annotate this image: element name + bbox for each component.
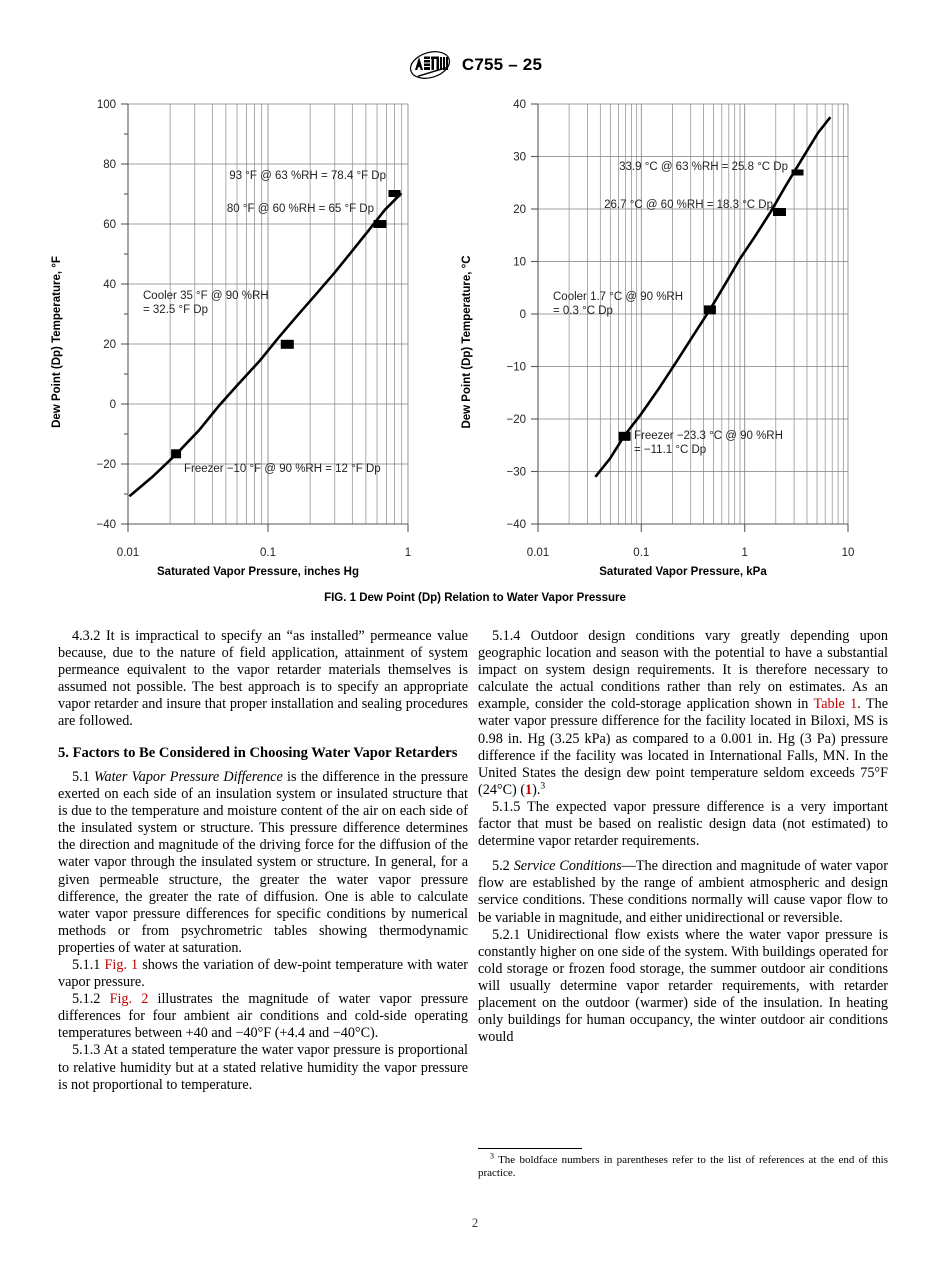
annotation-93f: 93 °F @ 63 %RH = 78.4 °F Dp bbox=[229, 170, 386, 182]
annotation-freezer-line2: = −11.1 °C Dp bbox=[634, 444, 707, 456]
y-tick-label: 80 bbox=[103, 159, 116, 171]
y-tick-label: −40 bbox=[96, 519, 116, 531]
paragraph-body: 5.1.4 Outdoor design conditions vary greatly depending upon geographic location and season with the potential to have a substantial impact on system design requirements. It is therefore necessary to calculate the actual conditions rather than rely on estimates. As an example, consider the cold-storage application shown in bbox=[478, 628, 888, 713]
x-axis-title-kpa: Saturated Vapor Pressure, kPa bbox=[599, 566, 767, 578]
reference-1[interactable]: 1 bbox=[525, 781, 533, 798]
y-tick-label: 20 bbox=[513, 204, 526, 216]
chart-svg-kpa bbox=[448, 92, 908, 562]
paragraph-number: 5.1.1 bbox=[72, 957, 105, 973]
link-fig-1[interactable]: Fig. 1 bbox=[104, 957, 139, 973]
paragraph-5-1 bbox=[58, 769, 468, 957]
x-tick-label: 0.01 bbox=[526, 547, 550, 559]
chart-svg-inhg bbox=[38, 92, 498, 562]
paragraph-body: shows the variation of dew-point temperature with water vapor pressure. bbox=[58, 957, 468, 991]
figure-charts bbox=[0, 92, 950, 587]
y-tick-label: −20 bbox=[96, 459, 116, 471]
y-tick-label: 40 bbox=[513, 99, 526, 111]
paragraph-5-1-4 bbox=[478, 628, 888, 799]
paragraph-5-1-2 bbox=[58, 991, 468, 1042]
y-tick-label: 20 bbox=[103, 339, 116, 351]
y-tick-label: 0 bbox=[109, 399, 116, 411]
y-tick-label: 60 bbox=[103, 219, 116, 231]
body-columns bbox=[0, 628, 950, 1218]
paragraph-5-1-5: 5.1.5 The expected vapor pressure difference is a very important factor that must be based on realistic design data (not estimated) to determine vapor retarder requirements. bbox=[478, 798, 888, 850]
term-water-vapor-pressure-difference: Water Vapor Pressure Difference bbox=[94, 768, 283, 785]
y-tick-label: 30 bbox=[513, 151, 526, 164]
chart-dew-point-inhg bbox=[38, 92, 498, 587]
data-point-marker bbox=[389, 190, 401, 197]
y-tick-label: −20 bbox=[506, 414, 526, 426]
y-tick-label: 100 bbox=[96, 99, 116, 111]
x-tick-label: 0.1 bbox=[260, 547, 276, 559]
annotation-33c: 33.9 °C @ 63 %RH = 25.8 °C Dp bbox=[619, 161, 788, 173]
paragraph-number: 5.2 bbox=[492, 858, 514, 875]
paragraph-number: 5.1 bbox=[72, 768, 94, 785]
paragraph-body-2: . The water vapor pressure difference for the facility located in Biloxi, MS is 0.98 in. Hg (3.25 kPa) as compared to a 0.001 in. Hg (3 Pa) pressure difference if the facility was located in International Falls, MN. In the United States the design dew point temperature seldom exceeds 75°F (24°C) ( bbox=[478, 696, 888, 798]
annotation-80f: 80 °F @ 60 %RH = 65 °F Dp bbox=[226, 203, 374, 215]
data-point-marker bbox=[704, 305, 716, 314]
paragraph-body: —The direction and magnitude of water vapor flow are established by the range of ambient atmospheric and design service conditions. These conditions normally will cause vapor flow to be variable in magnitude, and either unidirectional or reversible. bbox=[478, 858, 888, 926]
footnote-3 bbox=[478, 1151, 888, 1181]
footnote-section bbox=[478, 1148, 888, 1181]
data-point-marker bbox=[171, 449, 181, 458]
x-tick-label: 10 bbox=[841, 547, 855, 559]
annotation-cooler-line1: Cooler 35 °F @ 90 %RH bbox=[143, 290, 269, 302]
y-tick-label: 10 bbox=[513, 256, 526, 269]
paragraph-body: illustrates the magnitude of water vapor pressure differences for four ambient air conditions and cold-side operating temperatures between +40 and −40°F (+4.4 and −40°C). bbox=[58, 991, 468, 1042]
paragraph-5-1-1 bbox=[58, 957, 468, 991]
y-tick-label: −40 bbox=[506, 519, 526, 531]
x-tick-label: 1 bbox=[741, 547, 748, 559]
y-tick-label: 40 bbox=[103, 279, 116, 291]
footnote-text: The boldface numbers in parentheses refer to the list of references at the end of this practice. bbox=[478, 1154, 888, 1180]
y-axis-title: Dew Point (Dp) Temperature, °F bbox=[51, 256, 63, 428]
right-column bbox=[478, 628, 888, 1046]
document-identifier: C755 – 25 bbox=[461, 55, 543, 74]
figure-caption: FIG. 1 Dew Point (Dp) Relation to Water Vapor Pressure bbox=[324, 592, 626, 604]
footnote-rule bbox=[478, 1148, 582, 1149]
plot-area-inhg bbox=[121, 104, 408, 532]
data-point-marker bbox=[281, 340, 294, 349]
annotation-freezer: Freezer −10 °F @ 90 %RH = 12 °F Dp bbox=[184, 463, 381, 475]
data-point-marker bbox=[374, 220, 387, 228]
y-tick-label: −10 bbox=[506, 361, 526, 374]
link-table-1[interactable]: Table 1 bbox=[813, 696, 858, 713]
annotation-cooler-line1: Cooler 1.7 °C @ 90 %RH bbox=[553, 291, 684, 303]
data-point-marker bbox=[619, 432, 631, 441]
annotation-cooler-line2: = 32.5 °F Dp bbox=[143, 304, 209, 316]
page-number: 2 bbox=[471, 1216, 479, 1230]
footnote-marker[interactable]: 3 bbox=[540, 780, 546, 792]
figure-1 bbox=[0, 92, 950, 617]
x-tick-label: 0.1 bbox=[633, 547, 650, 559]
y-axis-title: Dew Point (Dp) Temperature, °C bbox=[461, 255, 473, 429]
annotation-freezer-line1: Freezer −23.3 °C @ 90 %RH bbox=[634, 430, 783, 442]
plot-area-kpa bbox=[531, 104, 848, 532]
data-point-marker bbox=[773, 208, 786, 216]
x-tick-label: 0.01 bbox=[116, 547, 140, 559]
annotation-cooler-line2: = 0.3 °C Dp bbox=[553, 305, 613, 317]
section-5-heading: 5. Factors to Be Considered in Choosing Water Vapor Retarders bbox=[58, 744, 458, 761]
paragraph-5-1-3: 5.1.3 At a stated temperature the water vapor pressure is proportional to relative humidity but at a stated relative humidity the vapor pressure is not proportional to temperature. bbox=[58, 1042, 468, 1093]
paragraph-number: 5.1.2 bbox=[72, 991, 110, 1008]
page-header bbox=[0, 50, 950, 80]
data-point-marker bbox=[792, 170, 804, 176]
paragraph-body: is the difference in the pressure exerted on each side of an insulation system or insulated structure that is due to the temperature and moisture content of the air on each side of the insulated system or structure. This pressure difference determines the direction and magnitude of the driving force for the diffusion of the water vapor through the insulated system or structure. In general, for a given permeable structure, the greater the water vapor pressure difference, the greater the rate of diffusion. One is able to calculate water vapor pressure differences for specific conditions by numerical methods or from psychrometric tables showing thermodynamic properties of water at saturation. bbox=[58, 768, 469, 956]
term-service-conditions: Service Conditions bbox=[513, 858, 622, 875]
x-tick-label: 1 bbox=[404, 547, 412, 559]
paragraph-body-3: ). bbox=[532, 781, 541, 798]
paragraph-5-2 bbox=[478, 858, 888, 926]
y-tick-label: 0 bbox=[519, 309, 526, 321]
paragraph-5-2-1: 5.2.1 Unidirectional flow exists where the water vapor pressure is constantly higher on one side of the system. With buildings operated for cold storage or frozen food storage, the summer outdoor air conditions will usually determine vapor retarder requirements, with retarder placement on the outdoor (warmer) side of the insulation. In heating only buildings for human occupancy, the winter outdoor air conditions would bbox=[478, 926, 888, 1046]
link-fig-2[interactable]: Fig. 2 bbox=[109, 991, 149, 1008]
chart-dew-point-kpa bbox=[448, 92, 908, 587]
footnote-number: 3 bbox=[490, 1151, 494, 1161]
y-tick-label: −30 bbox=[506, 466, 526, 479]
paragraph-4-3-2: 4.3.2 It is impractical to specify an “as installed” permeance value because, due to the nature of field application, attainment of system permeance equivalent to the vapor retarder materials themselves is assumed not possible. The best approach is to specify an appropriate vapor retarder and insure that proper installation and sealing procedures are followed. bbox=[58, 628, 468, 730]
astm-logo-icon bbox=[408, 50, 452, 80]
annotation-26c: 26.7 °C @ 60 %RH = 18.3 °C Dp bbox=[604, 199, 773, 211]
left-column bbox=[58, 628, 468, 1094]
x-axis-title-inhg: Saturated Vapor Pressure, inches Hg bbox=[157, 566, 359, 578]
